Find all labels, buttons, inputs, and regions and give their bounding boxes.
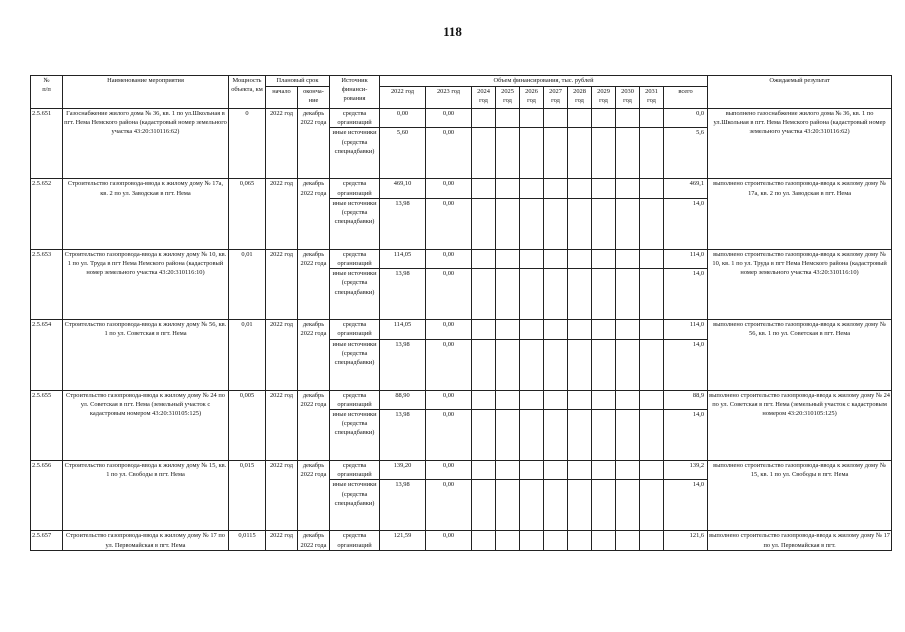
header-plan-start: начало: [266, 87, 298, 109]
row-2022-orgs: 88,90: [380, 390, 426, 409]
row-capacity: 0,015: [229, 461, 266, 531]
header-plan: Плановый срок: [266, 76, 330, 87]
header-funding: Объем финансирования, тыс. рублей: [380, 76, 708, 87]
table-body: [31, 109, 892, 551]
row-name: Строительство газопровода-ввода к жилому дому № 17а, кв. 2 по ул. Заводская в пгт. Нема: [63, 179, 229, 249]
row-end: декабрь 2022 года: [298, 390, 330, 460]
row-source-orgs: средства организаций: [330, 390, 380, 409]
row-source-other: иные источники (средства спецнадбавки): [330, 128, 380, 179]
row-end: декабрь 2022 года: [298, 531, 330, 550]
header-year-2028: 2028 год: [568, 87, 592, 109]
row-result: выполнено строительство газопровода-ввода к жилому дому № 10, кв. 1 по ул. Труда в пгт Нема Немского района (кадастровый номер земельного участка 43:20:310116:10): [708, 249, 892, 319]
row-num: 2.5.657: [31, 531, 63, 550]
row-2023-orgs: 0,00: [426, 390, 472, 409]
row-total-orgs: 88,9: [664, 390, 708, 409]
row-total-orgs: 114,0: [664, 320, 708, 339]
row-result: выполнено строительство газопровода-ввода к жилому дому № 24 по ул. Советская в пгт. Нема (земельный участок с кадастровым номером 43:20:310105:125): [708, 390, 892, 460]
header-year-2024: 2024 год: [472, 87, 496, 109]
row-2022-other: 13,98: [380, 480, 426, 531]
row-source-orgs: средства организаций: [330, 461, 380, 480]
row-source-other: иные источники (средства спецнадбавки): [330, 339, 380, 390]
row-source-orgs: средства организаций: [330, 320, 380, 339]
table-row: [31, 390, 892, 409]
row-source-other: иные источники (средства спецнадбавки): [330, 269, 380, 320]
header-year-2025: 2025 год: [496, 87, 520, 109]
row-capacity: 0: [229, 109, 266, 179]
header-name: Наименование мероприятия: [63, 76, 229, 109]
row-end: декабрь 2022 года: [298, 179, 330, 249]
header-year-2023: 2023 год: [426, 87, 472, 109]
row-total-other: 14,0: [664, 269, 708, 320]
row-name: Строительство газопровода-ввода к жилому дому № 56, кв. 1 по ул. Советская в пгт. Нема: [63, 320, 229, 390]
row-num: 2.5.653: [31, 249, 63, 319]
row-2022-other: 13,98: [380, 339, 426, 390]
header-year-2031: 2031 год: [640, 87, 664, 109]
row-2022-orgs: 0,00: [380, 109, 426, 128]
row-start: 2022 год: [266, 179, 298, 249]
row-2023-orgs: 0,00: [426, 249, 472, 268]
table-row: [31, 461, 892, 480]
row-total-other: 5,6: [664, 128, 708, 179]
header-year-2027: 2027 год: [544, 87, 568, 109]
row-2023-other: 0,00: [426, 480, 472, 531]
row-2022-orgs: 114,05: [380, 249, 426, 268]
row-2023-other: 0,00: [426, 410, 472, 461]
row-total-other: 14,0: [664, 198, 708, 249]
row-end: декабрь 2022 года: [298, 320, 330, 390]
row-name: Строительство газопровода-ввода к жилому дому № 17 по ул. Первомайская в пгт. Нема: [63, 531, 229, 550]
row-total-orgs: 0,0: [664, 109, 708, 128]
page-number: 118: [443, 24, 462, 39]
row-result: выполнено строительство газопровода-ввода к жилому дому № 17а, кв. 2 по ул. Заводская в пгт. Нема: [708, 179, 892, 249]
row-total-orgs: 114,0: [664, 249, 708, 268]
table-row: [31, 109, 892, 128]
row-source-other: иные источники (средства спецнадбавки): [330, 410, 380, 461]
row-2023-orgs: 0,00: [426, 320, 472, 339]
row-num: 2.5.652: [31, 179, 63, 249]
row-start: 2022 год: [266, 320, 298, 390]
row-result: выполнено газоснабжение жилого дома № 36, кв. 1 по ул.Школьная в пгт. Нема Немского района (кадастровый номер земельного участка 43:20:310116:62): [708, 109, 892, 179]
header-year-2022: 2022 год: [380, 87, 426, 109]
row-end: декабрь 2022 года: [298, 461, 330, 531]
table-row: [31, 179, 892, 198]
row-start: 2022 год: [266, 390, 298, 460]
row-source-orgs: средства организаций: [330, 531, 380, 550]
row-total-other: 14,0: [664, 480, 708, 531]
row-start: 2022 год: [266, 249, 298, 319]
row-2022-orgs: 139,20: [380, 461, 426, 480]
header-capacity: Мощность объекта, км: [229, 76, 266, 109]
header-year-2026: 2026 год: [520, 87, 544, 109]
row-capacity: 0,01: [229, 320, 266, 390]
row-2023-orgs: 0,00: [426, 179, 472, 198]
row-name: Строительство газопровода-ввода к жилому дому № 15, кв. 1 по ул. Свободы в пгт. Нема: [63, 461, 229, 531]
row-total-other: 14,0: [664, 339, 708, 390]
row-end: декабрь 2022 года: [298, 109, 330, 179]
row-num: 2.5.651: [31, 109, 63, 179]
row-num: 2.5.656: [31, 461, 63, 531]
row-total-orgs: 139,2: [664, 461, 708, 480]
table-row: [31, 320, 892, 339]
row-num: 2.5.654: [31, 320, 63, 390]
funding-table: [30, 75, 892, 551]
row-capacity: 0,0115: [229, 531, 266, 550]
row-2022-other: 5,60: [380, 128, 426, 179]
row-num: 2.5.655: [31, 390, 63, 460]
row-source-orgs: средства организаций: [330, 249, 380, 268]
row-total-orgs: 121,6: [664, 531, 708, 550]
row-source-orgs: средства организаций: [330, 109, 380, 128]
row-capacity: 0,005: [229, 390, 266, 460]
row-2022-orgs: 121,59: [380, 531, 426, 550]
row-total-orgs: 469,1: [664, 179, 708, 198]
row-2023-other: 0,00: [426, 128, 472, 179]
row-2023-orgs: 0,00: [426, 461, 472, 480]
row-name: Газоснабжение жилого дома № 36, кв. 1 по ул.Школьная в пгт. Нема Немского района (кадастровый номер земельного участка 43:20:310116:62): [63, 109, 229, 179]
header-year-2030: 2030 год: [616, 87, 640, 109]
row-2022-orgs: 114,05: [380, 320, 426, 339]
header-result: Ожидаемый результат: [708, 76, 892, 109]
header-num: № п/п: [31, 76, 63, 109]
row-start: 2022 год: [266, 461, 298, 531]
row-result: выполнено строительство газопровода-ввода к жилому дому № 15, кв. 1 по ул. Свободы в пгт. Нема: [708, 461, 892, 531]
row-2023-other: 0,00: [426, 198, 472, 249]
row-name: Строительство газопровода-ввода к жилому дому № 24 по ул. Советская в пгт. Нема (земельный участок с кадастровым номером 43:20:310105:125): [63, 390, 229, 460]
row-total-other: 14,0: [664, 410, 708, 461]
row-2022-other: 13,98: [380, 198, 426, 249]
row-source-orgs: средства организаций: [330, 179, 380, 198]
row-start: 2022 год: [266, 531, 298, 550]
header-total: всего: [664, 87, 708, 109]
header-year-2029: 2029 год: [592, 87, 616, 109]
header-source: Источник финанси- рования: [330, 76, 380, 109]
row-2023-orgs: 0,00: [426, 531, 472, 550]
row-2023-orgs: 0,00: [426, 109, 472, 128]
row-start: 2022 год: [266, 109, 298, 179]
row-capacity: 0,065: [229, 179, 266, 249]
row-end: декабрь 2022 года: [298, 249, 330, 319]
row-2023-other: 0,00: [426, 339, 472, 390]
header-plan-end: оконча- ние: [298, 87, 330, 109]
row-capacity: 0,01: [229, 249, 266, 319]
row-2023-other: 0,00: [426, 269, 472, 320]
row-name: Строительство газопровода-ввода к жилому дому № 10, кв. 1 по ул. Труда в пгт Нема Немского района (кадастровый номер земельного участка 43:20:310116:10): [63, 249, 229, 319]
row-2022-orgs: 469,10: [380, 179, 426, 198]
row-2022-other: 13,98: [380, 269, 426, 320]
row-result: выполнено строительство газопровода-ввода к жилому дому № 17 по ул. Первомайская в пгт.: [709, 532, 890, 549]
row-source-other: иные источники (средства спецнадбавки): [330, 480, 380, 531]
row-source-other: иные источники (средства спецнадбавки): [330, 198, 380, 249]
row-result: выполнено строительство газопровода-ввода к жилому дому № 56, кв. 1 по ул. Советская в пгт. Нема: [708, 320, 892, 390]
table-row: [31, 249, 892, 268]
row-2022-other: 13,98: [380, 410, 426, 461]
table-row: [31, 531, 892, 550]
